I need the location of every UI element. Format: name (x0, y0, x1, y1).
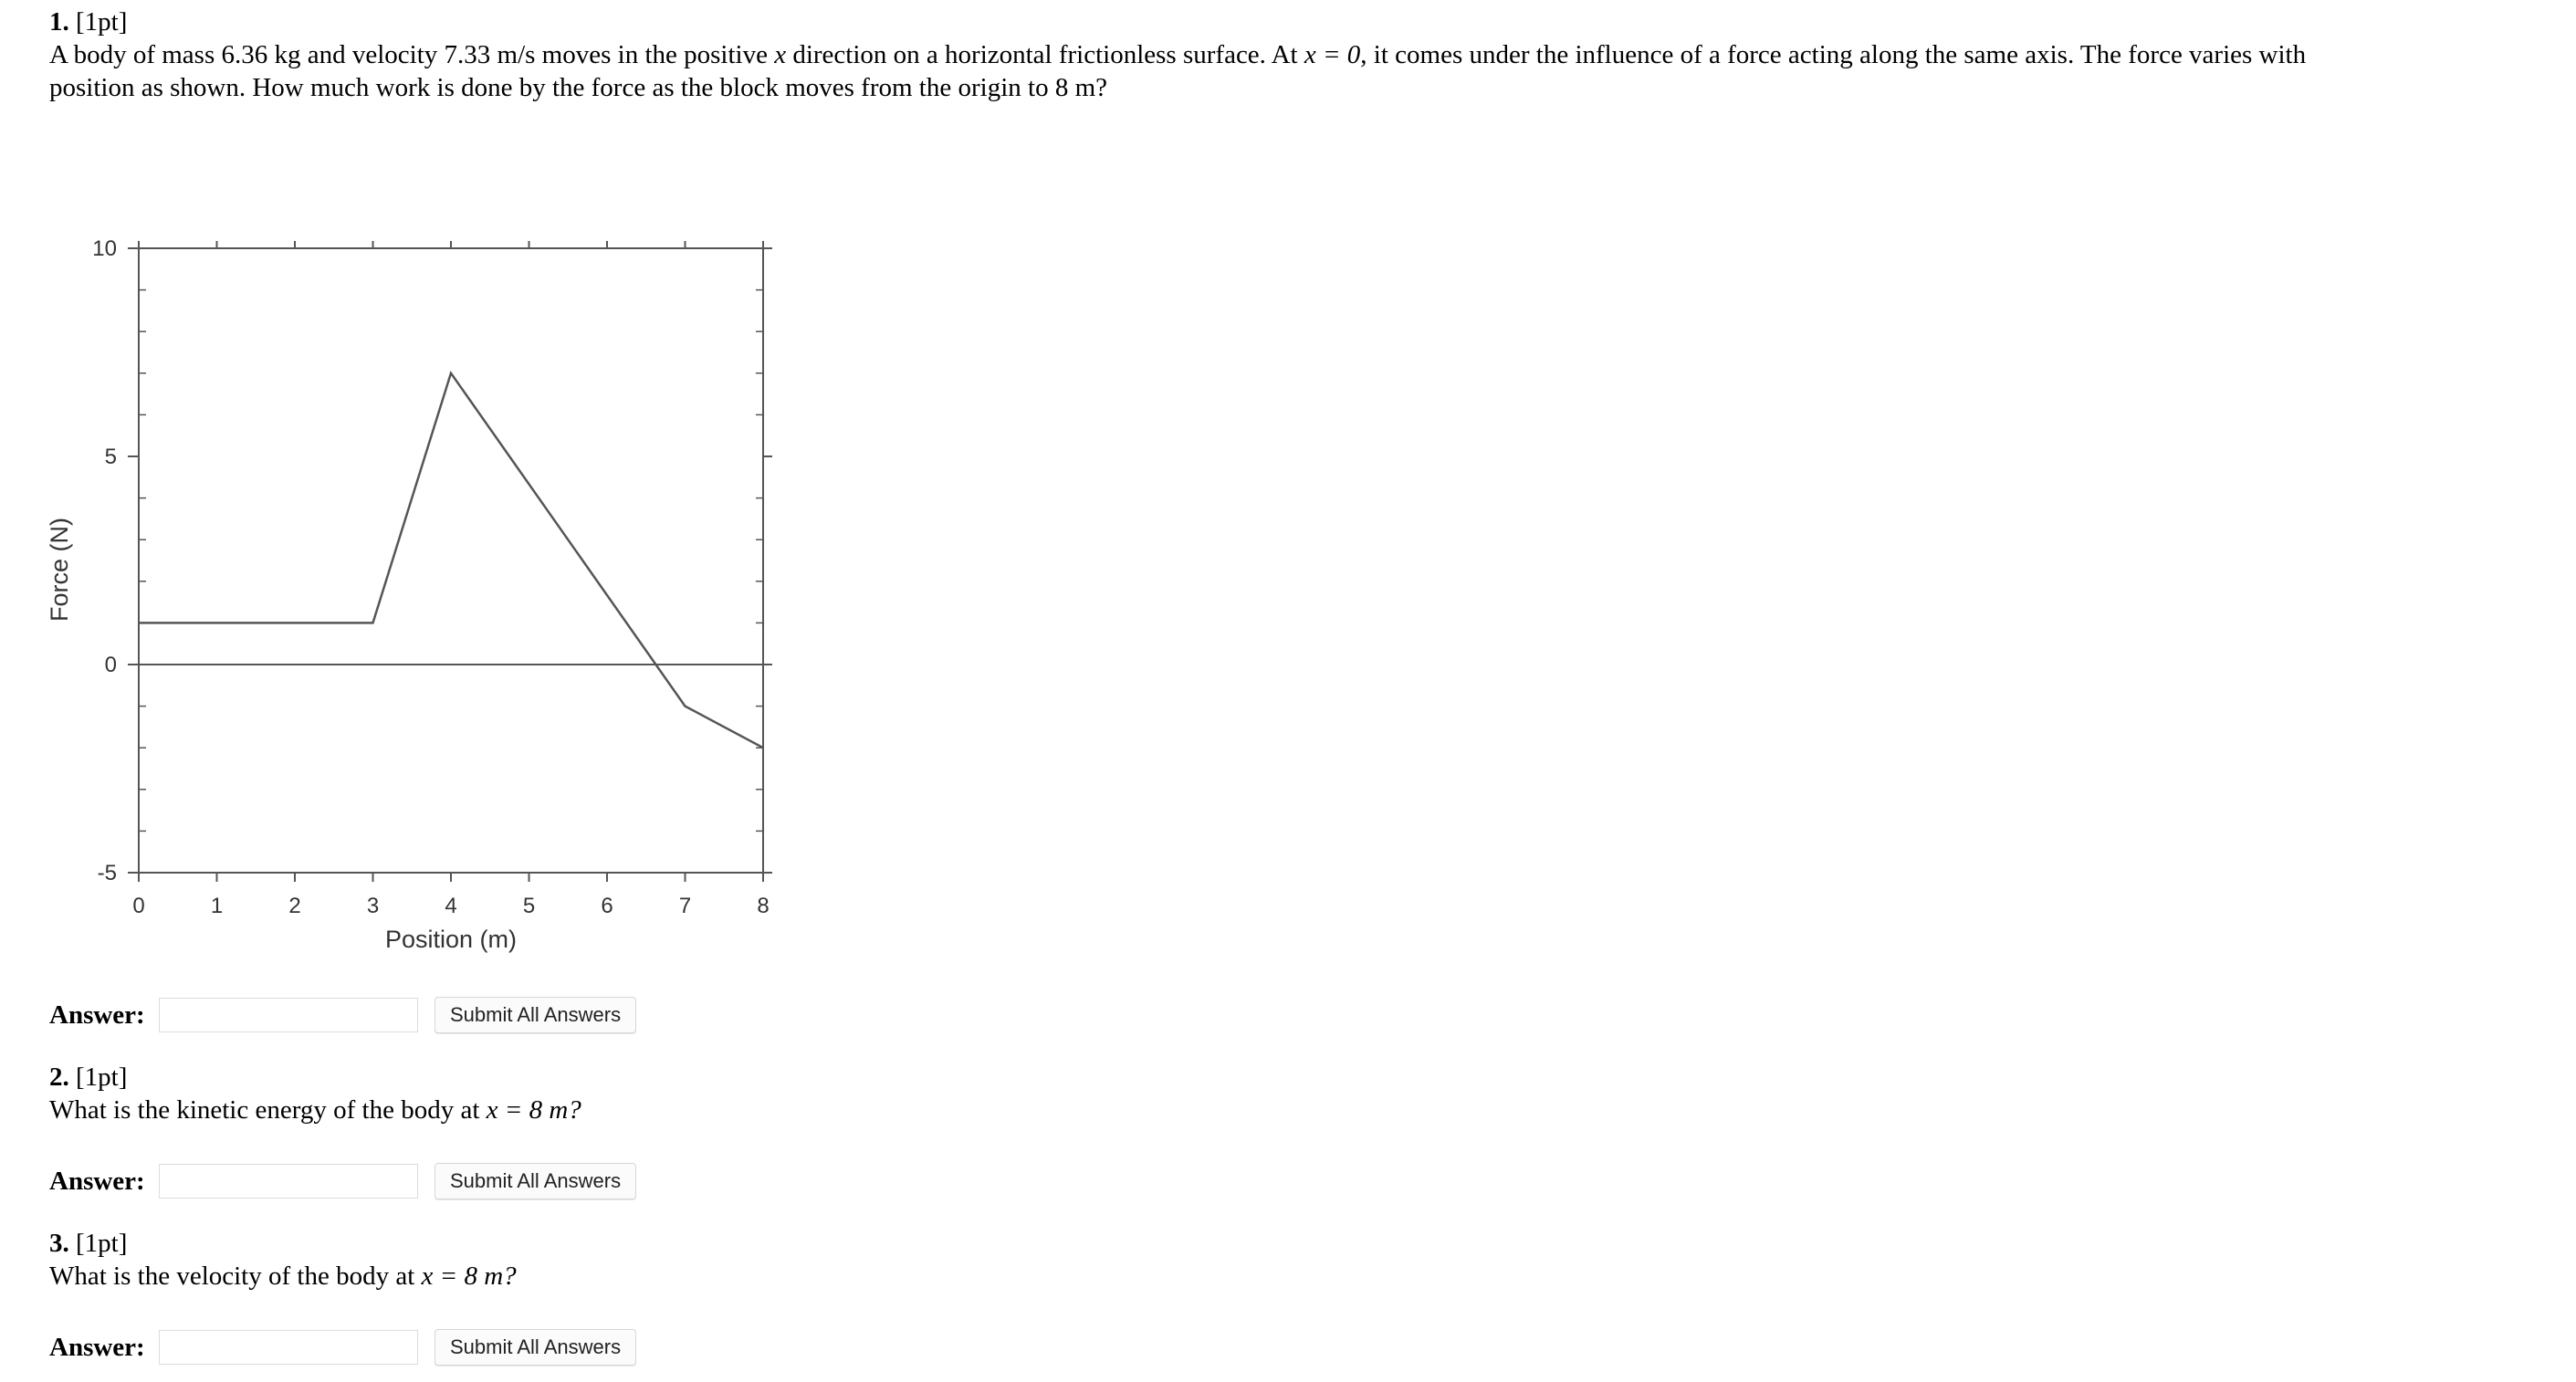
answer-row-2 (49, 1161, 636, 1201)
question-3-number: 3. (49, 1229, 69, 1258)
question-2-header (49, 1061, 581, 1094)
question-1-points: [1pt] (76, 7, 128, 37)
question-1-text-part: , it comes under the influence of a force acting along the same axis. The force varies with (1360, 40, 2307, 69)
answer-input-1[interactable] (159, 998, 418, 1032)
question-2-points: [1pt] (76, 1063, 128, 1092)
question-2-text-part: What is the kinetic energy of the body at (49, 1095, 487, 1125)
y-tick-label: 0 (104, 653, 117, 677)
answer-label-1: Answer: (49, 1000, 145, 1030)
y-axis-label: Force (N) (46, 518, 73, 622)
plot-frame (139, 248, 763, 873)
question-3-text (49, 1260, 517, 1293)
force-series-line (139, 373, 763, 748)
question-1-eq: x = 0 (1304, 40, 1361, 69)
question-1-header (49, 5, 2569, 38)
question-1-number: 1. (49, 7, 69, 37)
answer-input-2[interactable] (159, 1164, 418, 1199)
question-2 (49, 1061, 581, 1126)
answer-label-3: Answer: (49, 1332, 145, 1362)
question-3 (49, 1227, 517, 1293)
answer-input-3[interactable] (159, 1330, 418, 1365)
submit-all-answers-button-1[interactable]: Submit All Answers (435, 997, 636, 1033)
question-2-number: 2. (49, 1063, 69, 1092)
x-tick-label: 4 (445, 894, 457, 918)
answer-row-1 (49, 995, 636, 1035)
x-tick-label: 0 (132, 894, 145, 918)
question-3-points: [1pt] (76, 1229, 128, 1258)
x-tick-label: 2 (288, 894, 301, 918)
question-1-text (49, 38, 2569, 104)
answer-row-3 (49, 1327, 636, 1367)
submit-all-answers-button-2[interactable]: Submit All Answers (435, 1163, 636, 1199)
y-tick-label: 5 (104, 445, 117, 469)
question-3-header (49, 1227, 517, 1260)
x-tick-label: 1 (210, 894, 224, 918)
question-1-text-part: direction on a horizontal frictionless surface. At (786, 40, 1304, 69)
chart-svg (37, 219, 822, 977)
submit-all-answers-button-3[interactable]: Submit All Answers (435, 1329, 636, 1366)
x-tick-label: 5 (522, 894, 536, 918)
question-2-text (49, 1094, 581, 1126)
y-tick-label: -5 (97, 861, 117, 885)
x-tick-label: 8 (757, 894, 770, 918)
y-tick-label: 10 (92, 236, 117, 261)
question-1-var-x: x (774, 40, 787, 69)
x-tick-label: 3 (366, 894, 380, 918)
question-3-eq: x = 8 m? (421, 1262, 517, 1291)
answer-label-2: Answer: (49, 1166, 145, 1196)
x-axis-label: Position (m) (384, 926, 518, 953)
question-1-text-part: position as shown. How much work is done by the force as the block moves from the origin to 8 m? (49, 73, 1107, 102)
question-1 (49, 5, 2569, 104)
x-tick-label: 6 (601, 894, 613, 918)
force-position-chart (37, 219, 822, 981)
question-1-text-part: A body of mass 6.36 kg and velocity 7.33 m/s moves in the positive (49, 40, 775, 69)
question-2-eq: x = 8 m? (486, 1095, 581, 1125)
question-3-text-part: What is the velocity of the body at (49, 1262, 422, 1291)
x-tick-label: 7 (678, 894, 692, 918)
